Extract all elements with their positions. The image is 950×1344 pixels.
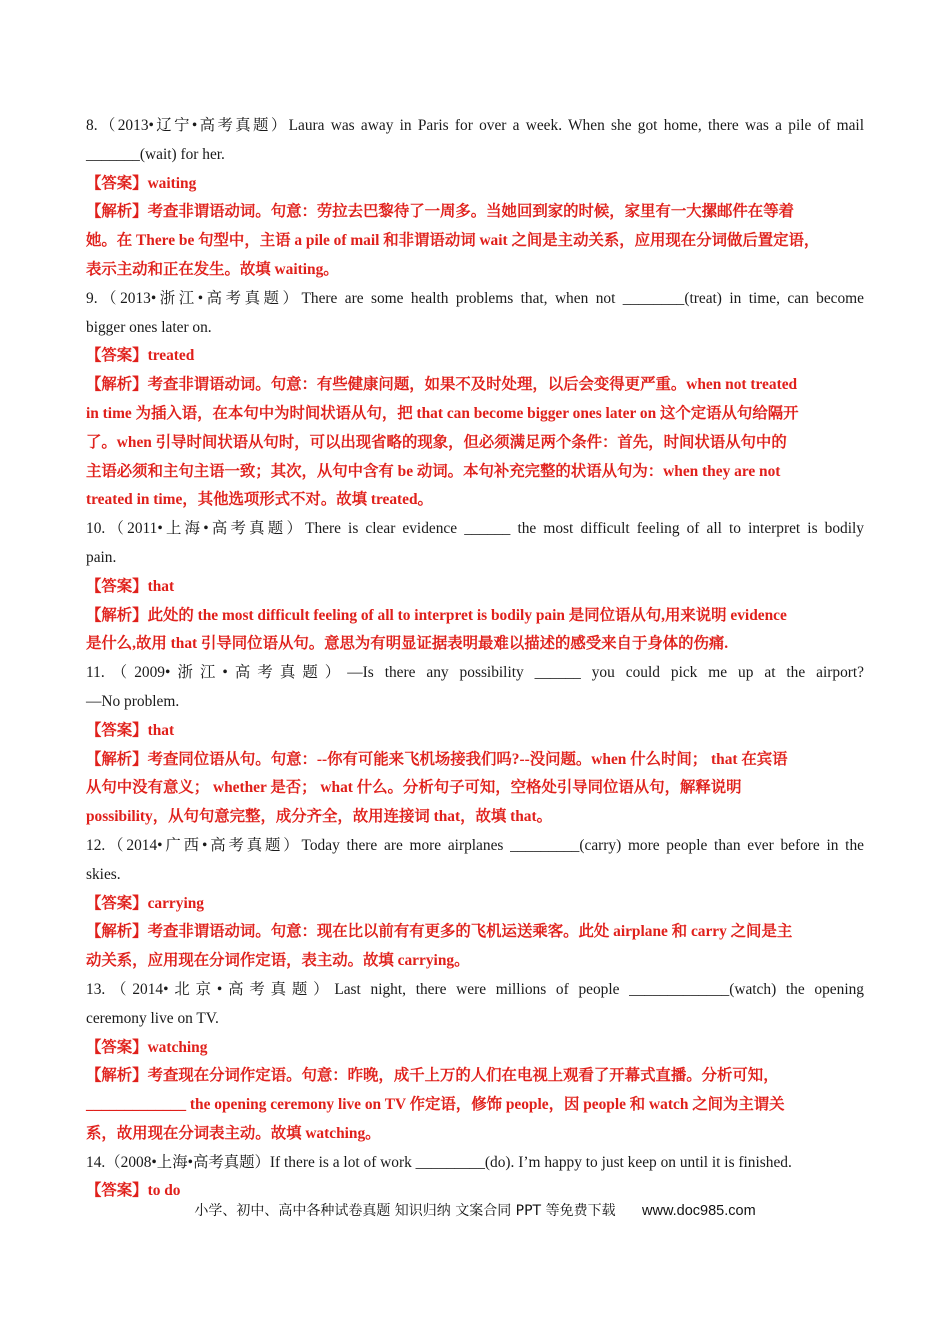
question-line: 8.（2013•辽宁•高考真题）Laura was away in Paris for over a week. When she got home, there was a pile of mail (86, 117, 864, 134)
exercise-item (86, 976, 864, 1149)
question-line: ceremony live on TV. (86, 1009, 219, 1027)
explanation-line: 了。when 引导时间状语从句时，可以出现省略的现象，但必须满足两个条件：首先，时间状语从句中的 (86, 433, 787, 451)
question-line: —No problem. (86, 692, 180, 710)
explanation-line: 【解析】考查现在分词作定语。句意：昨晚，成千上万的人们在电视上观看了开幕式直播。分析可知， (86, 1067, 779, 1085)
answer-line: 【答案】waiting (86, 174, 197, 192)
answer-line: 【答案】treated (86, 347, 195, 365)
exercise-item (86, 112, 864, 285)
exercise-item (86, 659, 864, 832)
question-line: _______(wait) for her. (86, 145, 225, 163)
explanation-line: in time 为插入语，在本句中为时间状语从句，把 that can become bigger ones later on 这个定语从句给隔开 (86, 404, 799, 422)
explanation-line: 【解析】考查非谓语动词。句意：有些健康问题，如果不及时处理，以后会变得更严重。when not treated (86, 376, 798, 394)
question-line: 13.（2014•北京•高考真题）Last night, there were millions of people _____________(watch) the opening (86, 980, 864, 998)
explanation-line: 【解析】考查同位语从句。句意：--你有可能来飞机场接我们吗?--没问题。when 什么时间； that 在宾语 (86, 750, 788, 768)
explanation-line: 【解析】考查非谓语动词。句意：现在比以前有有更多的飞机运送乘客。此处 airplane 和 carry 之间是主 (86, 923, 793, 941)
question-line: 10.（2011•上海•高考真题）There is clear evidence ______ the most difficult feeling of all to interpret is bodily (86, 520, 864, 538)
explanation-line: 从句中没有意义； whether 是否； what 什么。分析句子可知，空格处引导同位语从句，解释说明 (86, 779, 742, 797)
explanation-line: 【解析】考查非谓语动词。句意：劳拉去巴黎待了一周多。当她回到家的时候，家里有一大摞邮件在等着 (86, 203, 794, 221)
explanation-line: _____________ the opening ceremony live on TV 作定语，修饰 people，因 people 和 watch 之间为主谓关 (86, 1096, 785, 1114)
answer-line: 【答案】that (86, 721, 175, 739)
question-line: 9.（2013•浙江•高考真题）There are some health problems that, when not ________(treat) in time, can become (86, 289, 864, 307)
explanation-line: 她。在 There be 句型中，主语 a pile of mail 和非谓语动词 wait 之间是主动关系，应用现在分词做后置定语， (86, 232, 820, 250)
footer-url: www.doc985.com (642, 1203, 756, 1219)
page-footer (0, 1200, 950, 1220)
explanation-line: 表示主动和正在发生。故填 waiting。 (86, 260, 339, 278)
question-line: 12.（2014•广西•高考真题）Today there are more airplanes _________(carry) more people than ever before in the (86, 836, 864, 854)
question-line: bigger ones later on. (86, 318, 212, 336)
answer-line: 【答案】that (86, 577, 175, 595)
question-line: 14.（2008•上海•高考真题）If there is a lot of work _________(do). I’m happy to just keep on until it is finished. (86, 1153, 792, 1171)
exercise-item (86, 285, 864, 515)
explanation-line: 是什么,故用 that 引导同位语从句。意思为有明显证据表明最难以描述的感受来自于身体的伤痛. (86, 635, 729, 653)
question-line: pain. (86, 548, 117, 566)
explanation-line: possibility，从句句意完整，成分齐全，故用连接词 that，故填 that。 (86, 808, 553, 826)
explanation-line: 动关系，应用现在分词作定语，表主动。故填 carrying。 (86, 952, 470, 970)
explanation-line: 主语必须和主句主语一致；其次，从句中含有 be 动词。本句补充完整的状语从句为：when they are not (86, 462, 781, 480)
footer-text: 小学、初中、高中各种试卷真题 知识归纳 文案合同 PPT 等免费下载 (194, 1203, 616, 1219)
answer-line: 【答案】carrying (86, 894, 204, 912)
question-line: 11.（2009•浙江•高考真题）—Is there any possibility ______ you could pick me up at the airport? (86, 664, 864, 682)
exercise-list (86, 112, 864, 1206)
explanation-line: 【解析】此处的 the most difficult feeling of all to interpret is bodily pain 是同位语从句,用来说明 evidence (86, 606, 787, 624)
answer-line: 【答案】watching (86, 1038, 208, 1056)
exercise-item (86, 515, 864, 659)
exercise-item (86, 832, 864, 976)
question-line: skies. (86, 865, 121, 883)
explanation-line: 系，故用现在分词表主动。故填 watching。 (86, 1124, 381, 1142)
exercise-item (86, 1149, 864, 1207)
explanation-line: treated in time，其他选项形式不对。故填 treated。 (86, 491, 433, 509)
answer-line: 【答案】to do (86, 1182, 181, 1200)
